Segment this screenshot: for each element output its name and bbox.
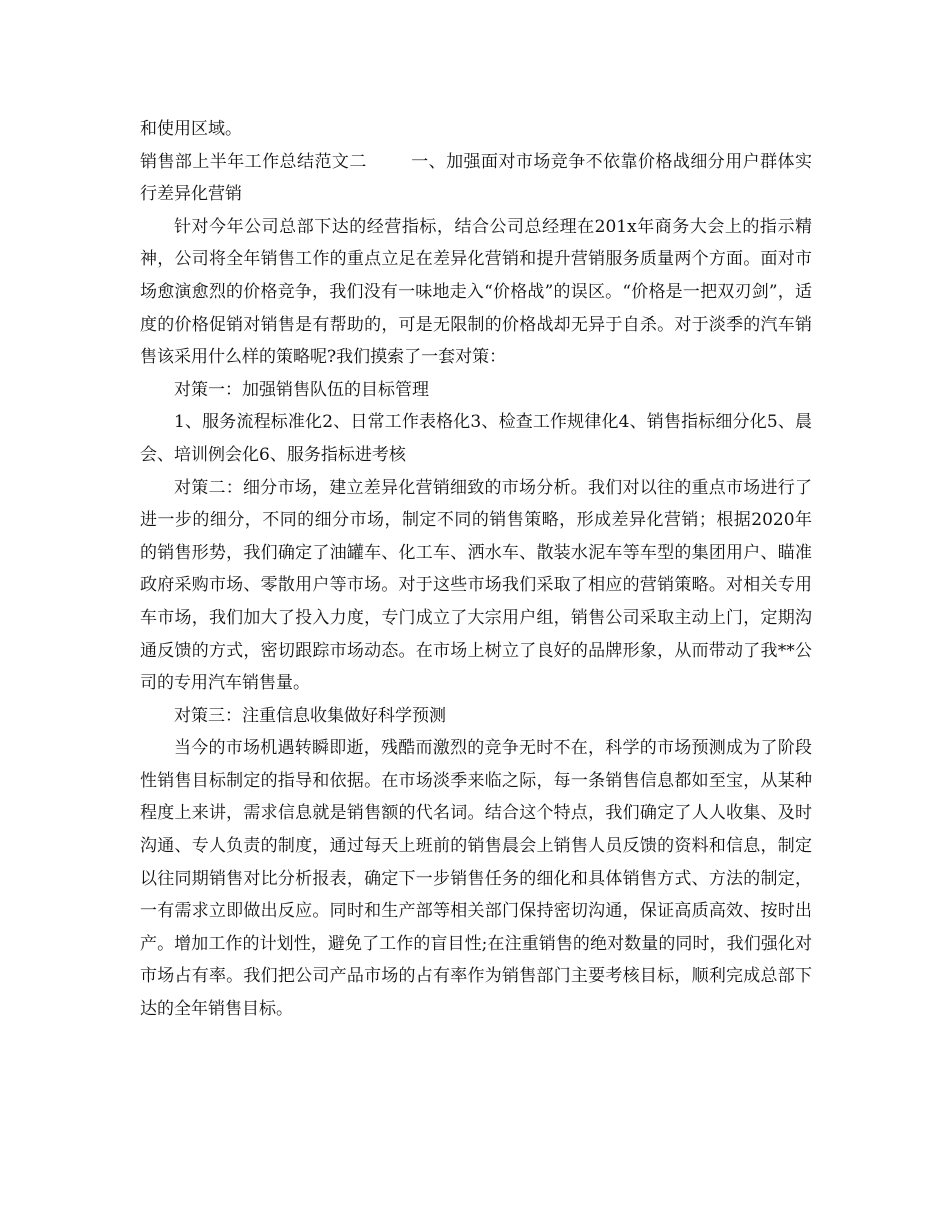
strategy-two-paragraph: 对策二：细分市场，建立差异化营销细致的市场分析。我们对以往的重点市场进行了进一步的细分，不同的细分市场，制定不同的销售策略，形成差异化营销；根据2020年的销售形势，我们确定了油罐车、化工车、洒水车、散装水泥车等车型的集团用户、瞄准政府采购市场、零散用户等市场。对于这些市场我们采取了相应的营销策略。对相关专用车市场，我们加大了投入力度，专门成立了大宗用户组，销售公司采取主动上门，定期沟通反馈的方式，密切跟踪市场动态。在市场上树立了良好的品牌形象，从而带动了我**公司的专用汽车销售量。 bbox=[140, 477, 812, 694]
strategy-one-list: 1、服务流程标准化2、日常工作表格化3、检查工作规律化4、销售指标细分化5、晨会、培训例会化6、服务指标进考核 bbox=[140, 412, 812, 465]
lead-fragment: 和使用区域。 bbox=[140, 119, 242, 139]
strategy-three-paragraph: 当今的市场机遇转瞬即逝，残酷而激烈的竞争无时不在，科学的市场预测成为了阶段性销售目标制定的指导和依据。在市场淡季来临之际，每一条销售信息都如至宝，从某种程度上来讲，需求信息就是销售额的代名词。结合这个特点，我们确定了人人收集、及时沟通、专人负责的制度，通过每天上班前的销售晨会上销售人员反馈的资料和信息，制定以往同期销售对比分析报表，确定下一步销售任务的细化和具体销售方式、方法的制定，一有需求立即做出反应。同时和生产部等相关部门保持密切沟通，保证高质高效、按时出产。增加工作的计划性，避免了工作的盲目性;在注重销售的绝对数量的同时，我们强化对市场占有率。我们把公司产品市场的占有率作为销售部门主要考核目标，顺利完成总部下达的全年销售目标。 bbox=[140, 738, 812, 1020]
paragraph-intro: 针对今年公司总部下达的经营指标，结合公司总经理在201x年商务大会上的指示精神，公司将全年销售工作的重点立足在差异化营销和提升营销服务质量两个方面。面对市场愈演愈烈的价格竞争，我们没有一味地走入“价格战”的误区。“价格是一把双刃剑”，适度的价格促销对销售是有帮助的，可是无限制的价格战却无异于自杀。对于淡季的汽车销售该采用什么样的策略呢?我们摸索了一套对策： bbox=[140, 216, 812, 368]
section-heading-line bbox=[140, 146, 812, 211]
section-heading: 一、加强面对市场竞争不依靠价格战细分用户群体实行差异化营销 bbox=[140, 151, 813, 205]
section-title: 销售部上半年工作总结范文二 bbox=[140, 151, 367, 172]
strategy-one-heading: 对策一：加强销售队伍的目标管理 bbox=[174, 379, 429, 400]
strategy-three-heading: 对策三：注重信息收集做好科学预测 bbox=[174, 705, 446, 726]
document-body bbox=[140, 113, 812, 1026]
